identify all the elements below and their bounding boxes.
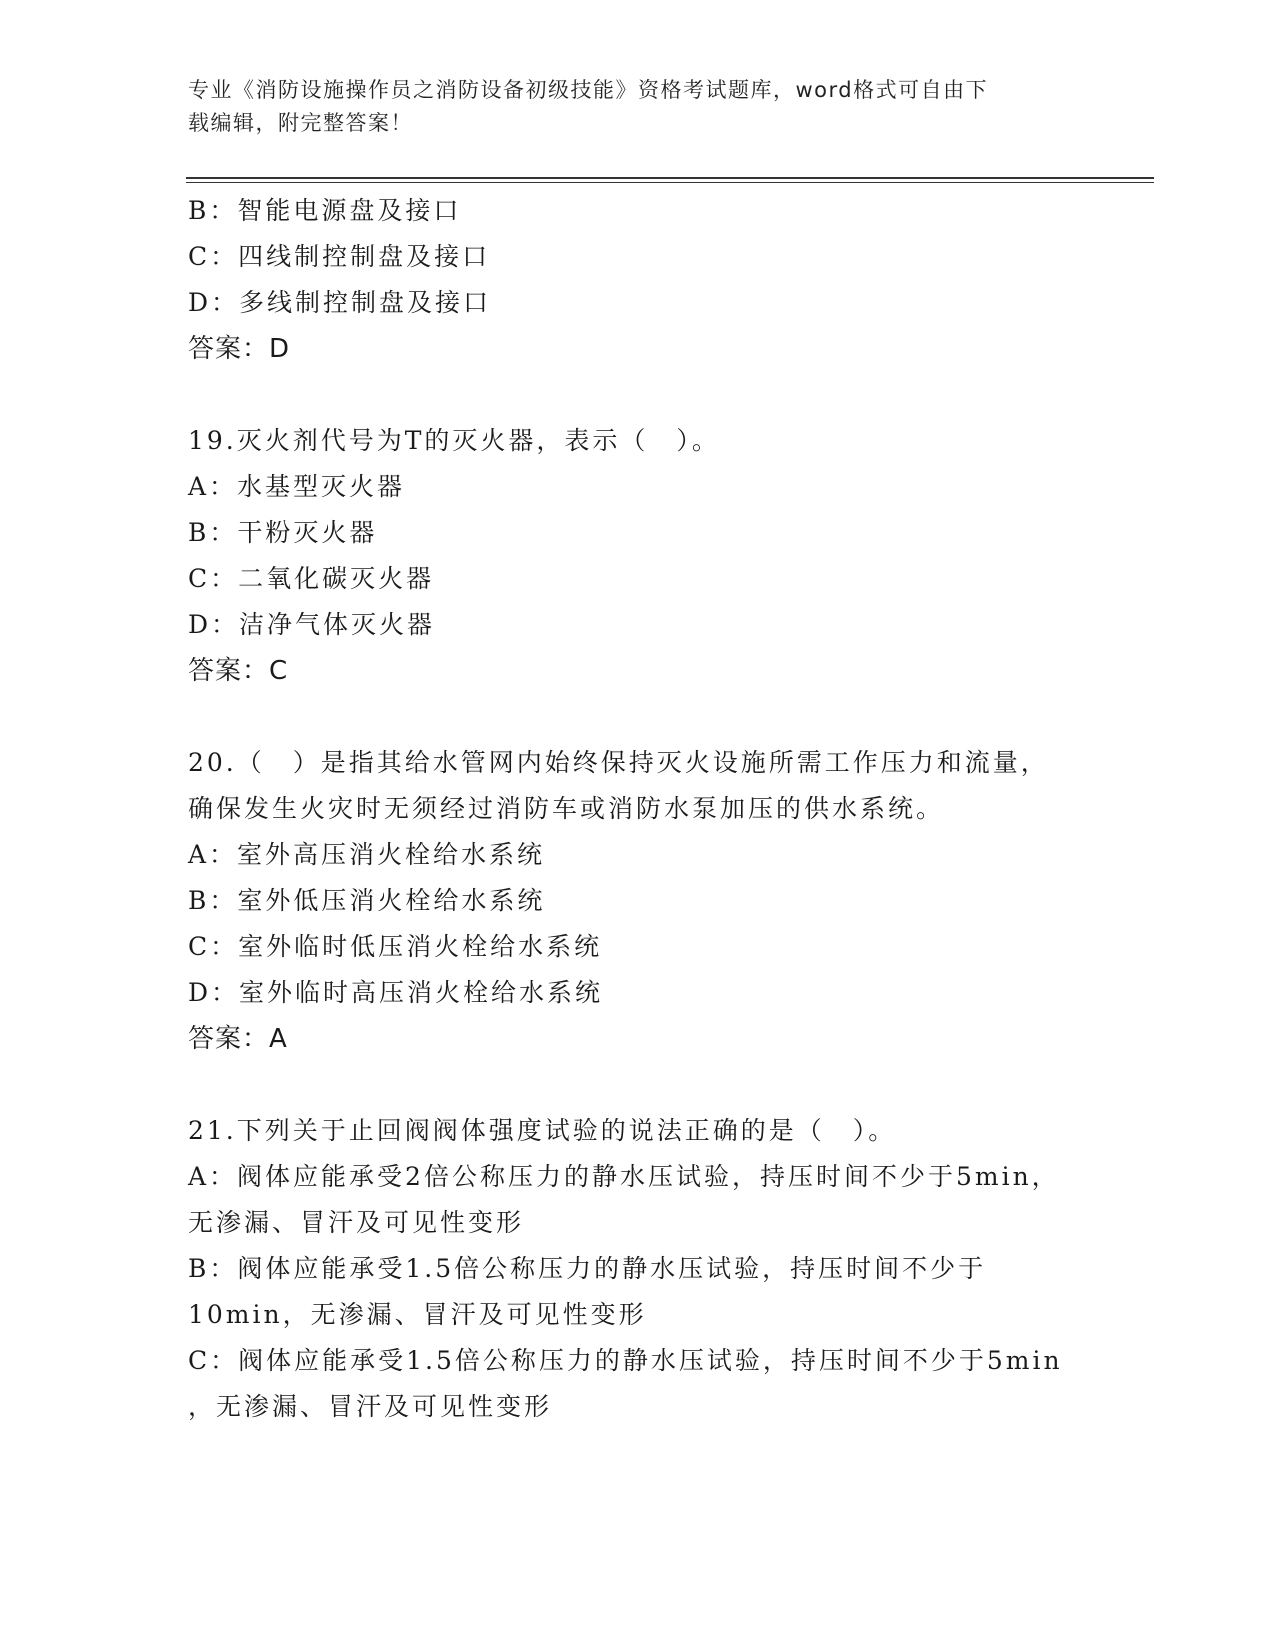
answer: 答案：D [188, 334, 291, 364]
option-b-continued: 10min，无渗漏、冒汗及可见性变形 [188, 1300, 647, 1329]
option-b: B：室外低压消火栓给水系统 [188, 886, 546, 915]
question-stem-continued: 确保发生火灾时无须经过消防车或消防水泵加压的供水系统。 [188, 794, 945, 823]
answer: 答案：C [188, 656, 289, 686]
header-line-2: 载编辑，附完整答案！ [188, 111, 413, 135]
option-c: C：四线制控制盘及接口 [188, 242, 491, 271]
header-line-1: 专业《消防设施操作员之消防设备初级技能》资格考试题库，word格式可自由下 [188, 78, 989, 102]
question-stem: 19.灭火剂代号为T的灭火器，表示（ ）。 [188, 426, 720, 455]
answer: 答案：A [188, 1024, 288, 1054]
document-body [188, 188, 1088, 1430]
document-header [188, 74, 1068, 140]
option-a: A：室外高压消火栓给水系统 [188, 840, 546, 869]
option-a: A：水基型灭火器 [188, 472, 406, 501]
option-c: C：二氧化碳灭火器 [188, 564, 435, 593]
option-c: C：室外临时低压消火栓给水系统 [188, 932, 603, 961]
question-stem: 21.下列关于止回阀阀体强度试验的说法正确的是（ ）。 [188, 1116, 897, 1145]
option-d: D：室外临时高压消火栓给水系统 [188, 978, 604, 1007]
header-divider-thin [186, 182, 1154, 183]
option-c: C：阀体应能承受1.5倍公称压力的静水压试验，持压时间不少于5min [188, 1346, 1063, 1375]
option-a-continued: 无渗漏、冒汗及可见性变形 [188, 1208, 525, 1237]
question-block-21 [188, 1108, 1088, 1430]
header-divider-thick [186, 177, 1154, 179]
option-d: D：洁净气体灭火器 [188, 610, 436, 639]
question-block-18 [188, 188, 1088, 372]
spacer [188, 1062, 1088, 1108]
option-a: A：阀体应能承受2倍公称压力的静水压试验，持压时间不少于5min， [188, 1162, 1060, 1191]
option-c-continued: ，无渗漏、冒汗及可见性变形 [188, 1392, 553, 1421]
spacer [188, 372, 1088, 418]
spacer [188, 694, 1088, 740]
question-block-20 [188, 740, 1088, 1062]
option-b: B：干粉灭火器 [188, 518, 378, 547]
option-b: B：阀体应能承受1.5倍公称压力的静水压试验，持压时间不少于 [188, 1254, 987, 1283]
question-block-19 [188, 418, 1088, 694]
option-b: B：智能电源盘及接口 [188, 196, 462, 225]
question-stem: 20.（ ）是指其给水管网内始终保持灭火设施所需工作压力和流量， [188, 748, 1049, 777]
option-d: D：多线制控制盘及接口 [188, 288, 492, 317]
